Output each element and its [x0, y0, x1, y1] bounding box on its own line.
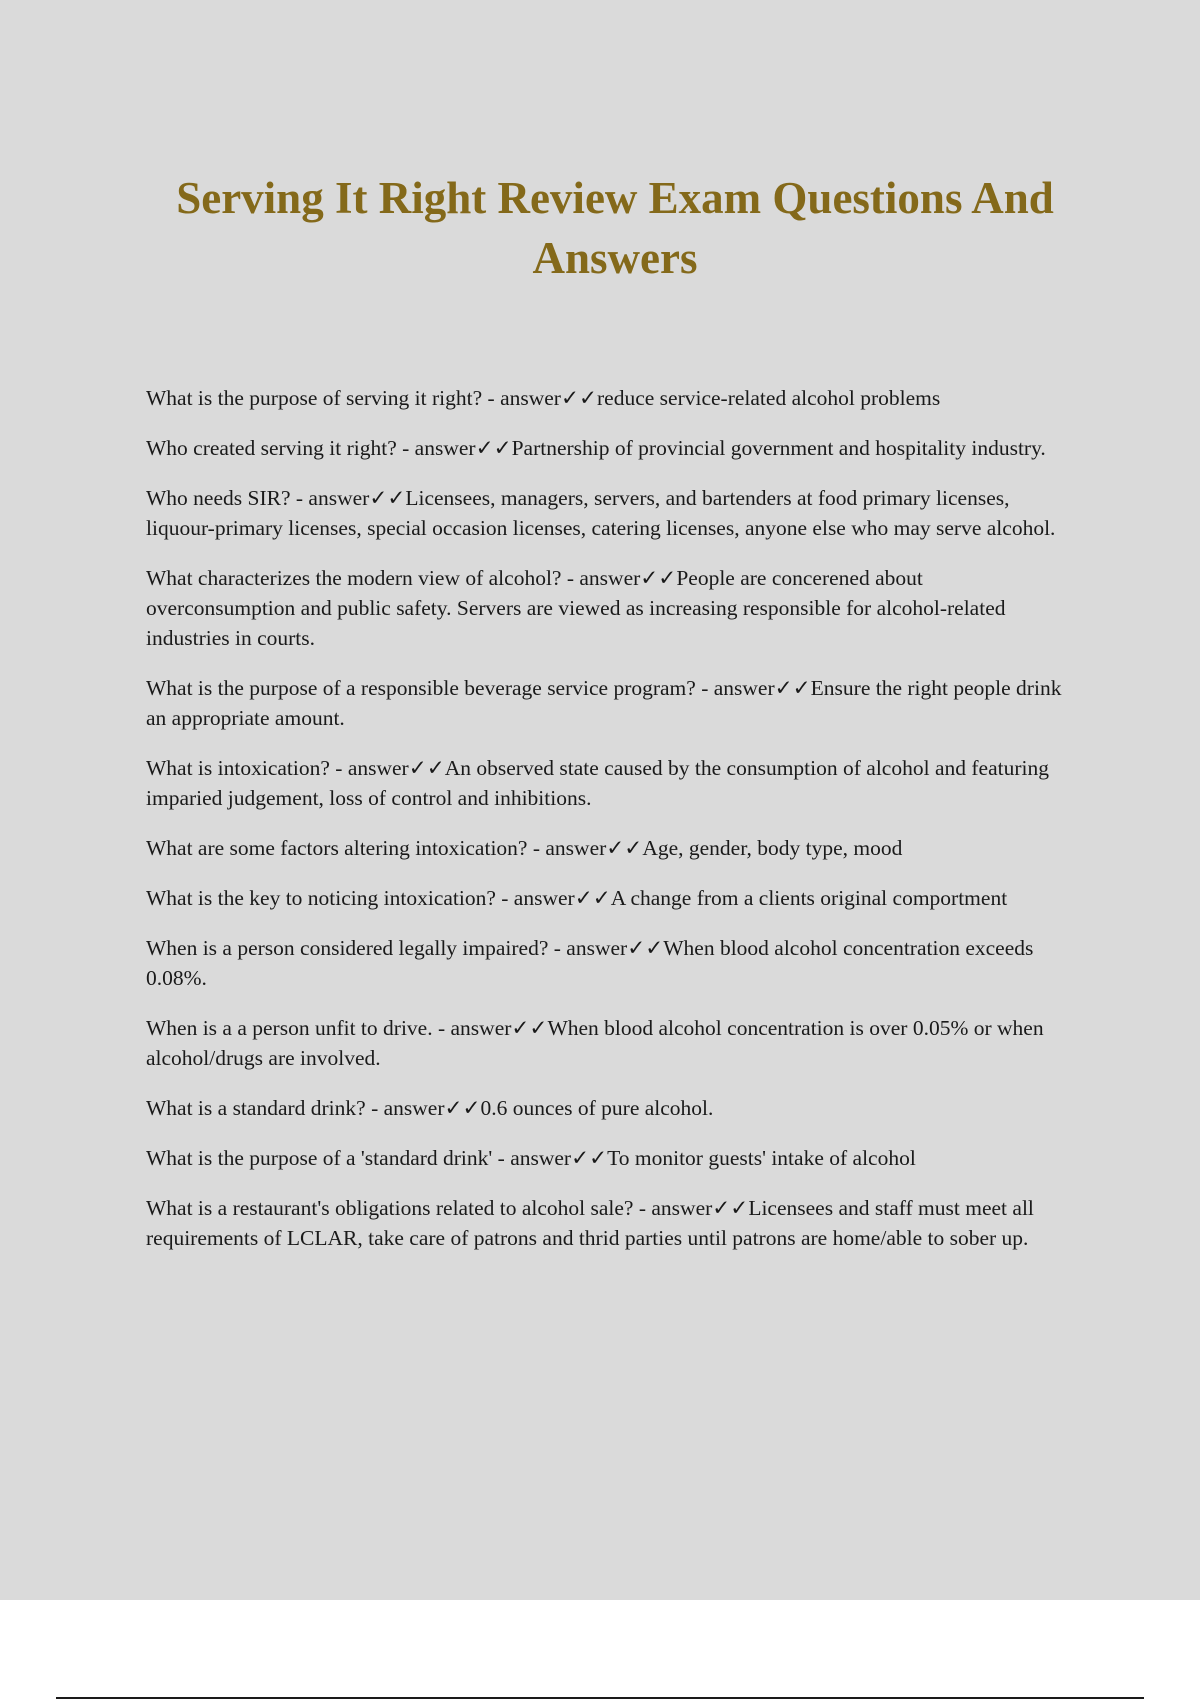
answer-label: - answer	[527, 836, 607, 860]
answer-label: - answer	[548, 936, 628, 960]
question-text: What is a standard drink?	[146, 1096, 366, 1120]
answer-text: A change from a clients original comportment	[610, 886, 1008, 910]
qa-item	[146, 1143, 1076, 1173]
checkmark-icon: ✓✓	[511, 1016, 548, 1040]
question-text: What is a restaurant's obligations related to alcohol sale?	[146, 1196, 634, 1220]
answer-label: - answer	[495, 886, 575, 910]
checkmark-icon: ✓✓	[475, 436, 512, 460]
qa-item	[146, 433, 1076, 463]
checkmark-icon: ✓✓	[574, 886, 611, 910]
qa-item	[146, 673, 1076, 733]
document-title: Serving It Right Review Exam Questions And Answers	[176, 173, 1054, 283]
answer-text: To monitor guests' intake of alcohol	[607, 1146, 916, 1170]
checkmark-icon: ✓✓	[712, 1196, 749, 1220]
question-text: What is the key to noticing intoxication?	[146, 886, 496, 910]
checkmark-icon: ✓✓	[774, 676, 811, 700]
answer-text: When blood alcohol concentration is over 0.05% or when alcohol/drugs are involved.	[146, 1016, 1044, 1070]
answer-text: Licensees, managers, servers, and bartenders at food primary licenses, liquour-primary licenses, special occasion licenses, catering licenses, anyone else who may serve alcohol.	[146, 486, 1056, 540]
qa-item	[146, 883, 1076, 913]
checkmark-icon: ✓✓	[444, 1096, 481, 1120]
answer-text: Age, gender, body type, mood	[642, 836, 903, 860]
checkmark-icon: ✓✓	[627, 936, 664, 960]
answer-text: People are concerened about overconsumption and public safety. Servers are viewed as increasing responsible for alcohol-related industries in courts.	[146, 566, 1006, 650]
qa-item	[146, 753, 1076, 813]
footer-divider	[56, 1697, 1144, 1699]
qa-item	[146, 933, 1076, 993]
qa-item	[146, 563, 1076, 653]
question-text: What is the purpose of serving it right?	[146, 386, 483, 410]
answer-text: reduce service-related alcohol problems	[597, 386, 941, 410]
answer-label: - answer	[396, 436, 476, 460]
question-text: What characterizes the modern view of alcohol?	[146, 566, 562, 590]
answer-label: - answer	[365, 1096, 445, 1120]
qa-item	[146, 1013, 1076, 1073]
qa-list	[146, 383, 1076, 1273]
question-text: When is a person considered legally impaired?	[146, 936, 549, 960]
answer-label: - answer	[695, 676, 775, 700]
checkmark-icon: ✓✓	[560, 386, 598, 410]
question-text: What are some factors altering intoxication?	[146, 836, 528, 860]
answer-label: - answer	[633, 1196, 713, 1220]
answer-label: - answer	[561, 566, 641, 590]
answer-text: An observed state caused by the consumption of alcohol and featuring imparied judgement, loss of control and inhibitions.	[146, 756, 1049, 810]
answer-text: Partnership of provincial government and hospitality industry.	[511, 436, 1046, 460]
answer-text: When blood alcohol concentration exceeds 0.08%.	[146, 936, 1034, 990]
qa-item	[146, 1193, 1076, 1253]
checkmark-icon: ✓✓	[606, 836, 643, 860]
qa-item	[146, 1093, 1076, 1123]
qa-item	[146, 833, 1076, 863]
answer-text: 0.6 ounces of pure alcohol.	[480, 1096, 714, 1120]
answer-text: Licensees and staff must meet all requirements of LCLAR, take care of patrons and thrid parties until patrons are home/able to sober up.	[146, 1196, 1034, 1250]
answer-label: - answer	[290, 486, 370, 510]
answer-label: - answer	[329, 756, 409, 780]
question-text: Who needs SIR?	[146, 486, 291, 510]
question-text: What is the purpose of a 'standard drink'	[146, 1146, 493, 1170]
answer-label: - answer	[432, 1016, 512, 1040]
checkmark-icon: ✓✓	[640, 566, 677, 590]
question-text: Who created serving it right?	[146, 436, 397, 460]
answer-text: Ensure the right people drink an appropriate amount.	[146, 676, 1062, 730]
qa-item	[146, 483, 1076, 543]
question-text: What is the purpose of a responsible beverage service program?	[146, 676, 696, 700]
answer-label: - answer	[492, 1146, 572, 1170]
answer-label: - answer	[482, 386, 561, 410]
question-text: What is intoxication?	[146, 756, 330, 780]
qa-item	[146, 383, 1076, 413]
question-text: When is a a person unfit to drive.	[146, 1016, 433, 1040]
checkmark-icon: ✓✓	[408, 756, 445, 780]
checkmark-icon: ✓✓	[571, 1146, 608, 1170]
checkmark-icon: ✓✓	[369, 486, 406, 510]
